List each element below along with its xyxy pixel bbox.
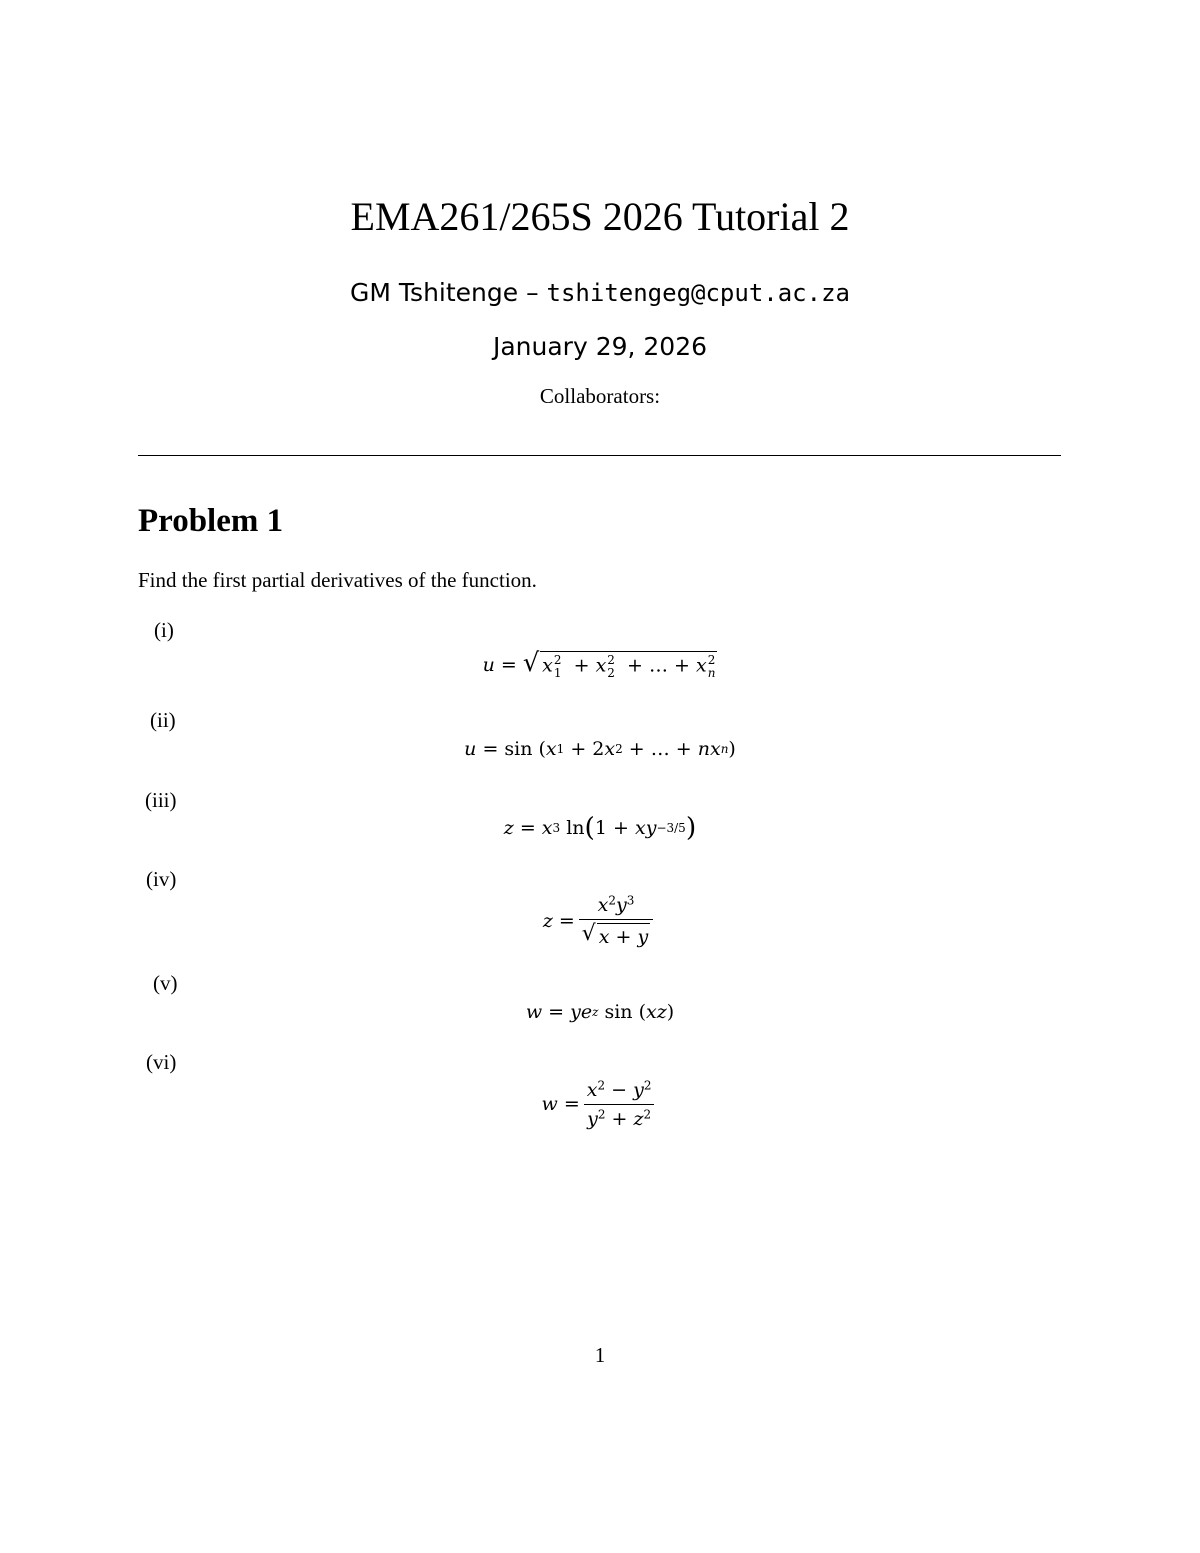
fraction: $\frac{x^2 - y^2}{y^2 + z^2}$ bbox=[584, 1079, 655, 1130]
horizontal-rule bbox=[138, 455, 1061, 456]
item-label-v: (v) bbox=[153, 971, 178, 995]
item-label-ii: (ii) bbox=[150, 708, 176, 732]
equation-iii: z = x 3 ln ( 1 + xy −3/5 ) bbox=[503, 811, 697, 843]
problem-heading: Problem 1 bbox=[138, 503, 284, 539]
fraction: $x^2y^3$ √ x + y bbox=[579, 894, 653, 948]
equation-i: u = √ x 2 1 + x 2 2 + … + x 2 n bbox=[482, 647, 716, 680]
author-name: GM Tshitenge – bbox=[350, 278, 547, 307]
item-label-i: (i) bbox=[154, 618, 174, 642]
collaborators-label: Collaborators: bbox=[539, 384, 661, 408]
author-email: tshitengeg@cput.ac.za bbox=[546, 279, 850, 307]
item-label-iv: (iv) bbox=[146, 867, 177, 891]
problem-prompt: Find the first partial derivatives of the function. bbox=[138, 568, 537, 592]
equation-iv: z = $x^2y^3$ √ x + y bbox=[0, 888, 1200, 954]
equation-v: w = ye z sin ( xz ) bbox=[525, 1001, 675, 1023]
sqrt-symbol: √ x 2 1 + x 2 2 + … + x 2 n bbox=[522, 647, 716, 680]
item-label-iii: (iii) bbox=[145, 788, 177, 812]
equation-ii: u = sin ( x 1 + 2 x 2 + … + nx n ) bbox=[464, 738, 736, 760]
author-line bbox=[0, 278, 1200, 307]
item-label-vi: (vi) bbox=[146, 1050, 177, 1074]
equation-vi: w = $\frac{x^2 - y^2}{y^2 + z^2}$ bbox=[0, 1073, 1200, 1135]
document-date: January 29, 2026 bbox=[492, 332, 708, 361]
page-number: 1 bbox=[594, 1343, 606, 1367]
sqrt-symbol: √ x + y bbox=[581, 921, 649, 948]
document-title: EMA261/265S 2026 Tutorial 2 bbox=[350, 194, 850, 239]
